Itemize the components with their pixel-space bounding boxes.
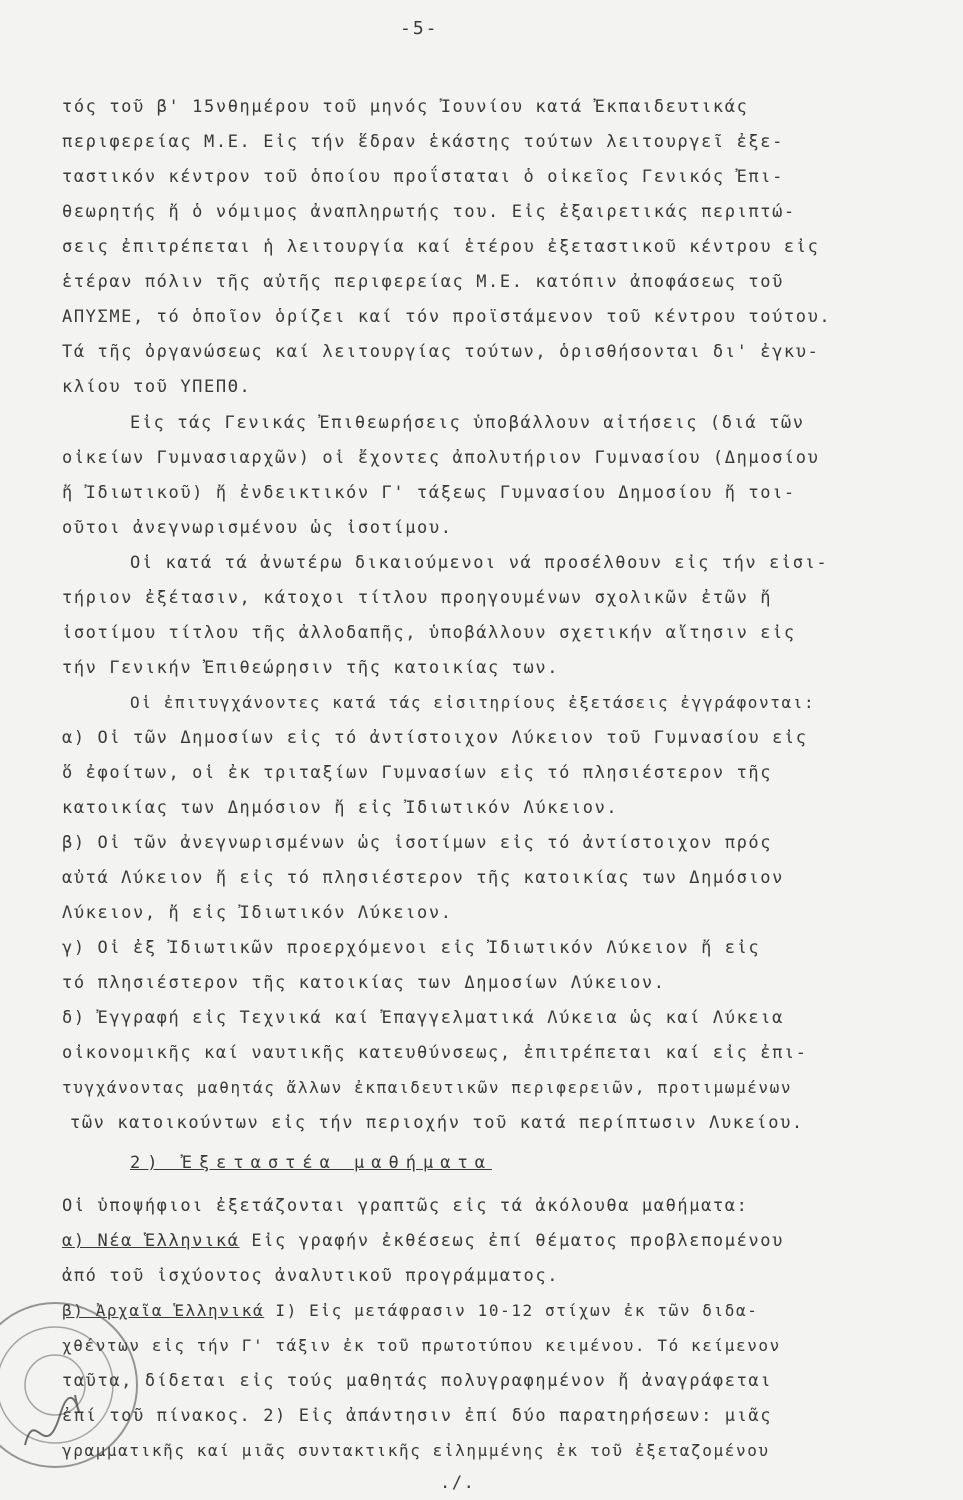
item-b-line	[62, 1300, 758, 1322]
text-line: Λύκειον, ἤ εἰς Ἰδιωτικόν Λύκειον.	[62, 903, 453, 923]
item-a-text: Εἰς γραφήν ἐκθέσεως ἐπί θέματος προβλεπομένου	[239, 1231, 784, 1251]
text-line: ΑΠΥΣΜΕ, τό ὁποῖον ὁρίζει καί τόν προϊστάμενον τοῦ κέντρου τούτου.	[62, 307, 832, 327]
text-line: τυγχάνοντας μαθητάς ἄλλων ἐκπαιδευτικῶν περιφερειῶν, προτιμωμένων	[62, 1078, 793, 1097]
text-line: ταῦτα, δίδεται εἰς τούς μαθητάς πολυγραφημένον ἤ ἀναγράφεται	[62, 1371, 773, 1391]
text-line: κατοικίας των Δημόσιον ἤ εἰς Ἰδιωτικόν Λύκειον.	[62, 798, 619, 818]
text-line: οῦτοι ἀνεγνωρισμένου ὡς ἰσοτίμου.	[62, 518, 453, 538]
text-line: χθέντων εἰς τήν Γ' τάξιν ἐκ τοῦ πρωτοτύπου κειμένου. Τό κείμενον	[62, 1336, 781, 1355]
text-line: Οἱ ἐπιτυγχάνοντες κατά τάς εἰσιτηρίους ἐξετάσεις ἐγγράφονται:	[130, 693, 816, 712]
text-line: ἐπί τοῦ πίνακος. 2) Εἰς ἀπάντησιν ἐπί δύο παρατηρήσεων: μιᾶς	[62, 1406, 773, 1426]
text-line: θεωρητής ἤ ὁ νόμιμος ἀναπληρωτής του. Εἰς ἐξαιρετικάς περιπτώ-	[62, 202, 796, 222]
text-line: Οἱ κατά τά ἀνωτέρω δικαιούμενοι νά προσέλθουν εἰς τήν εἰσι-	[130, 553, 829, 573]
official-seal-stamp	[0, 1295, 145, 1475]
text-line: οἰκονομικῆς καί ναυτικῆς κατευθύνσεως, ἐπιτρέπεται καί εἰς ἐπι-	[62, 1043, 808, 1063]
text-line: δ) Ἐγγραφή εἰς Τεχνικά καί Ἐπαγγελματικά Λύκεια ὡς καί Λύκεια	[62, 1008, 784, 1028]
text-line: Οἱ ὑποψήφιοι ἐξετάζονται γραπτῶς εἰς τά ἀκόλουθα μαθήματα:	[62, 1196, 749, 1216]
text-line: γραμματικῆς καί μιᾶς συντακτικῆς εἰλημμένης ἐκ τοῦ ἐξεταζομένου	[62, 1441, 770, 1460]
text-line: τήν Γενικήν Ἐπιθεώρησιν τῆς κατοικίας των.	[62, 658, 560, 678]
item-b-text: Ι) Εἰς μετάφρασιν 10-12 στίχων ἐκ τῶν διδα-	[264, 1301, 759, 1320]
text-line: αὐτά Λύκειον ἤ εἰς τό πλησιέστερον τῆς κατοικίας των Δημόσιον	[62, 868, 784, 888]
text-line: ἤ Ἰδιωτικοῦ) ἤ ἐνδεικτικόν Γ' τάξεως Γυμνασίου Δημοσίου ἤ τοι-	[62, 483, 796, 503]
text-line: α) Οἱ τῶν Δημοσίων εἰς τό ἀντίστοιχον Λύκειον τοῦ Γυμνασίου εἰς	[62, 728, 808, 748]
text-line: γ) Οἱ ἐξ Ἰδιωτικῶν προερχόμενοι εἰς Ἰδιωτικόν Λύκειον ἤ εἰς	[62, 938, 761, 958]
text-line: ταστικόν κέντρον τοῦ ὁποίου προΐσταται ὁ οἰκεῖος Γενικός Ἐπι-	[62, 167, 784, 187]
text-line: περιφερείας Μ.Ε. Εἰς τήν ἕδραν ἑκάστης τούτων λειτουργεῖ ἐξε-	[62, 132, 784, 152]
text-line: ὅ ἐφοίτων, οἱ ἐκ τριταξίων Γυμνασίων εἰς τό πλησιέστερον τῆς	[62, 763, 773, 783]
text-line: τῶν κατοικούντων εἰς τήν περιοχήν τοῦ κατά περίπτωσιν Λυκείου.	[70, 1113, 804, 1133]
item-a-line	[62, 1230, 784, 1252]
text-line: ἰσοτίμου τίτλου τῆς ἀλλοδαπῆς, ὑποβάλλουν σχετικήν αἴτησιν εἰς	[62, 623, 796, 643]
section-heading: 2) Ἐξεταστέα μαθήματα	[130, 1153, 492, 1173]
text-line: ἑτέραν πόλιν τῆς αὐτῆς περιφερείας Μ.Ε. κατόπιν ἀποφάσεως τοῦ	[62, 272, 784, 292]
text-line: Τά τῆς ὀργανώσεως καί λειτουργίας τούτων, ὁρισθήσονται δι' ἐγκυ-	[62, 342, 820, 362]
text-line: ἀπό τοῦ ἰσχύοντος ἀναλυτικοῦ προγράμματος.	[62, 1266, 560, 1286]
text-line: Εἰς τάς Γενικάς Ἐπιθεωρήσεις ὑποβάλλουν αἰτήσεις (διά τῶν	[130, 413, 805, 433]
item-a-label: α) Νέα Ἑλληνικά	[62, 1231, 240, 1251]
page-number: -5-	[400, 18, 439, 39]
text-line: σεις ἐπιτρέπεται ἡ λειτουργία καί ἑτέρου ἐξεταστικοῦ κέντρου εἰς	[62, 237, 820, 257]
text-line: τό πλησιέστερον τῆς κατοικίας των Δημοσίων Λύκειον.	[62, 973, 666, 993]
text-line: β) Οἱ τῶν ἀνεγνωρισμένων ὡς ἰσοτίμων εἰς τό ἀντίστοιχον πρός	[62, 833, 773, 853]
text-line: τήριον ἐξέτασιν, κάτοχοι τίτλου προηγουμένων σχολικῶν ἐτῶν ἤ	[62, 588, 773, 608]
text-line: οἰκείων Γυμνασιαρχῶν) οἱ ἔχοντες ἀπολυτήριον Γυμνασίου (Δημοσίου	[62, 448, 820, 468]
text-line: κλίου τοῦ ΥΠΕΠΘ.	[62, 377, 252, 397]
item-b-label: β) Ἀρχαῖα Ἑλληνικά	[62, 1301, 265, 1320]
text-line: τός τοῦ β' 15νθημέρου τοῦ μηνός Ἰουνίου κατά Ἐκπαιδευτικάς	[62, 97, 749, 117]
continuation-mark: ./.	[440, 1473, 476, 1493]
